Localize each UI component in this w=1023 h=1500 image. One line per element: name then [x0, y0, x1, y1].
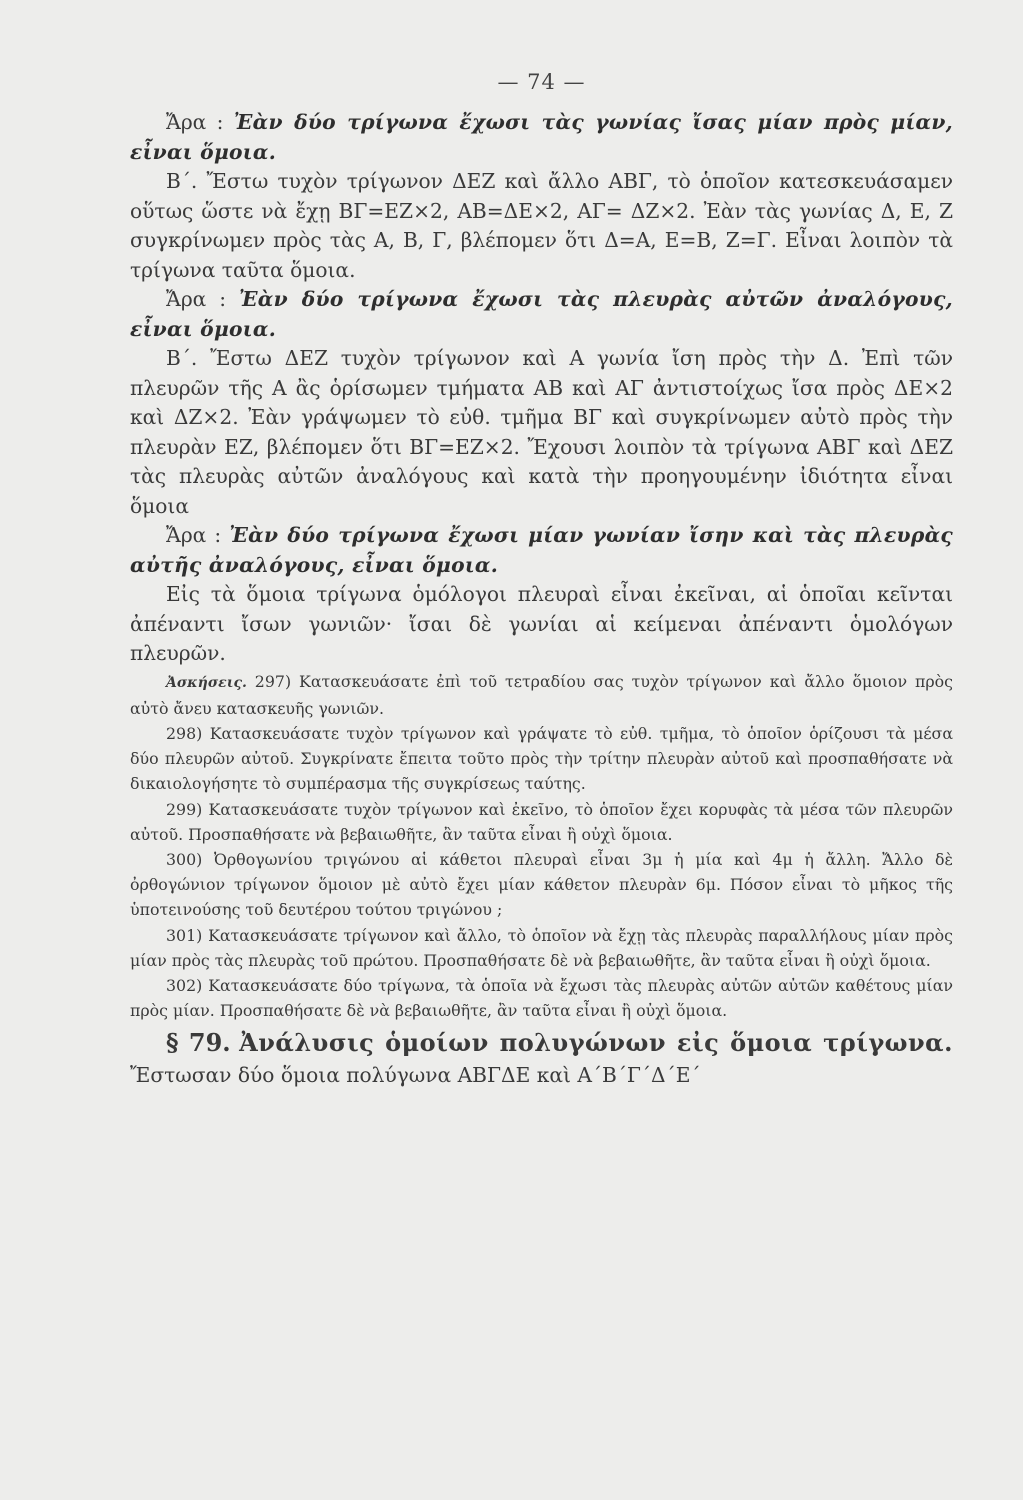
exercise-301: 301) Κατασκευάσατε τρίγωνον καὶ ἄλλο, τὸ ὁποῖον νὰ ἔχῃ τὰς πλευρὰς παραλλήλους μίαν πρὸς μίαν πρὸς τὰς πλευρὰς τοῦ πρώτου. Προσπαθήσατε δὲ νὰ βεβαιωθῆτε, ἂν ταῦτα εἶναι ἢ οὐχὶ ὅμοια. [130, 925, 953, 970]
proof-paragraph-2: Β΄. Ἔστω τυχὸν τρίγωνον ΔΕΖ καὶ ἄλλο ΑΒΓ, τὸ ὁποῖον κατεσκευάσαμεν οὕτως ὥστε νὰ ἔχῃ ΒΓ=ΕΖ×2, ΑΒ=ΔΕ×2, ΑΓ= ΔΖ×2. Ἐὰν τὰς γωνίας Δ, Ε, Ζ συγκρίνωμεν πρὸς τὰς Α, Β, Γ, βλέπομεν ὅτι Δ=Α, Ε=Β, Ζ=Γ. Εἶναι λοιπὸν τὰ τρίγωνα ταῦτα ὅμοια. [130, 169, 953, 282]
exercise-300: 300) Ὀρθογωνίου τριγώνου αἱ κάθετοι πλευραὶ εἶναι 3μ ἡ μία καὶ 4μ ἡ ἄλλη. Ἄλλο δὲ ὀρθογώνιον τρίγωνον ὅμοιον μὲ αὐτὸ ἔχει μίαν κάθετον πλευρὰν 6μ. Πόσον εἶναι τὸ μῆκος τῆς ὑποτεινούσης τοῦ δευτέρου τούτου τριγώνου ; [130, 849, 953, 920]
theorem-paragraph-1 [130, 108, 953, 167]
proof-paragraph-3: Β΄. Ἔστω ΔΕΖ τυχὸν τρίγωνον καὶ Α γωνία ἴση πρὸς τὴν Δ. Ἐπὶ τῶν πλευρῶν τῆς Α ἂς ὁρίσωμεν τμήματα ΑΒ καὶ ΑΓ ἀντιστοίχως ἴσα πρὸς ΔΕ×2 καὶ ΔΖ×2. Ἐὰν γράψωμεν τὸ εὐθ. τμῆμα ΒΓ καὶ συγκρίνωμεν αὐτὸ πρὸς τὴν πλευρὰν ΕΖ, βλέπομεν ὅτι ΒΓ=ΕΖ×2. Ἔχουσι λοιπὸν τὰ τρίγωνα ΑΒΓ καὶ ΔΕΖ τὰς πλευρὰς αὐτῶν ἀναλόγους καὶ κατὰ τὴν προηγουμένην ἰδιότητα εἶναι ὅμοια [130, 346, 953, 518]
theorem-text: Ἐὰν δύο τρίγωνα ἔχωσι τὰς πλευρὰς αὐτῶν ἀναλόγους, εἶναι ὅμοια. [130, 287, 954, 341]
theorem-text: Ἐὰν δύο τρίγωνα ἔχωσι τὰς γωνίας ἴσας μίαν πρὸς μίαν, εἶναι ὅμοια. [130, 110, 953, 164]
exercise-299: 299) Κατασκευάσατε τυχὸν τρίγωνον καὶ ἐκεῖνο, τὸ ὁποῖον ἔχει κορυφὰς τὰ μέσα τῶν πλευρῶν αὐτοῦ. Προσπαθήσατε νὰ βεβαιωθῆτε, ἂν ταῦτα εἶναι ἢ οὐχὶ ὅμοια. [130, 799, 953, 844]
exercise-297 [130, 669, 953, 721]
exercise-text: 297) Κατασκευάσατε ἐπὶ τοῦ τετραδίου σας τυχὸν τρίγωνον καὶ ἄλλο ὅμοιον πρὸς αὐτὸ ἄνευ κατασκευῆς γωνιῶν. [130, 671, 953, 718]
book-page [130, 70, 953, 1091]
section-title: Ἀνάλυσις ὁμοίων πολυγώνων εἰς ὅμοια τρίγωνα. [239, 1028, 953, 1058]
section-text: Ἔστωσαν δύο ὅμοια πολύγωνα ΑΒΓΔΕ καὶ Α΄Β΄Γ΄Δ΄Ε΄ [130, 1063, 701, 1088]
ara-lead: Ἄρα : [166, 110, 234, 134]
exercise-298: 298) Κατασκευάσατε τυχὸν τρίγωνον καὶ γράψατε τὸ εὐθ. τμῆμα, τὸ ὁποῖον ὁρίζουσι τὰ μέσα δύο πλευρῶν αὐτοῦ. Συγκρίνατε ἔπειτα τοῦτο πρὸς τὴν τρίτην πλευρὰν αὐτοῦ καὶ προσπαθήσατε νὰ δικαιολογήσητε τὸ συμπέρασμα τῆς συγκρίσεως ταύτης. [130, 723, 953, 794]
theorem-paragraph-3 [130, 521, 953, 580]
ara-lead: Ἄρα : [166, 287, 239, 311]
theorem-paragraph-2 [130, 285, 953, 344]
section-symbol: § 79. [166, 1028, 231, 1058]
theorem-text: Ἐὰν δύο τρίγωνα ἔχωσι μίαν γωνίαν ἴσην καὶ τὰς πλευρὰς αὐτῆς ἀναλόγους, εἶναι ὅμοια. [130, 523, 954, 577]
ara-lead: Ἄρα : [166, 523, 230, 547]
exercise-302: 302) Κατασκευάσατε δύο τρίγωνα, τὰ ὁποῖα νὰ ἔχωσι τὰς πλευρὰς αὐτῶν αὐτῶν καθέτους μίαν πρὸς μίαν. Προσπαθήσατε δὲ νὰ βεβαιωθῆτε, ἂν ταῦτα εἶναι ἢ οὐχὶ ὅμοια. [130, 975, 953, 1021]
section-79 [130, 1027, 953, 1091]
page-number: — 74 — [497, 70, 586, 94]
homologous-sides-paragraph: Εἰς τὰ ὅμοια τρίγωνα ὁμόλογοι πλευραὶ εἶναι ἐκεῖναι, αἱ ὁποῖαι κεῖνται ἀπέναντι ἴσων γωνιῶν· ἴσαι δὲ γωνίαι αἱ κείμεναι ἀπέναντι ὁμολόγων πλευρῶν. [130, 582, 953, 665]
exercises-label: Ἀσκήσεις. [166, 674, 247, 691]
